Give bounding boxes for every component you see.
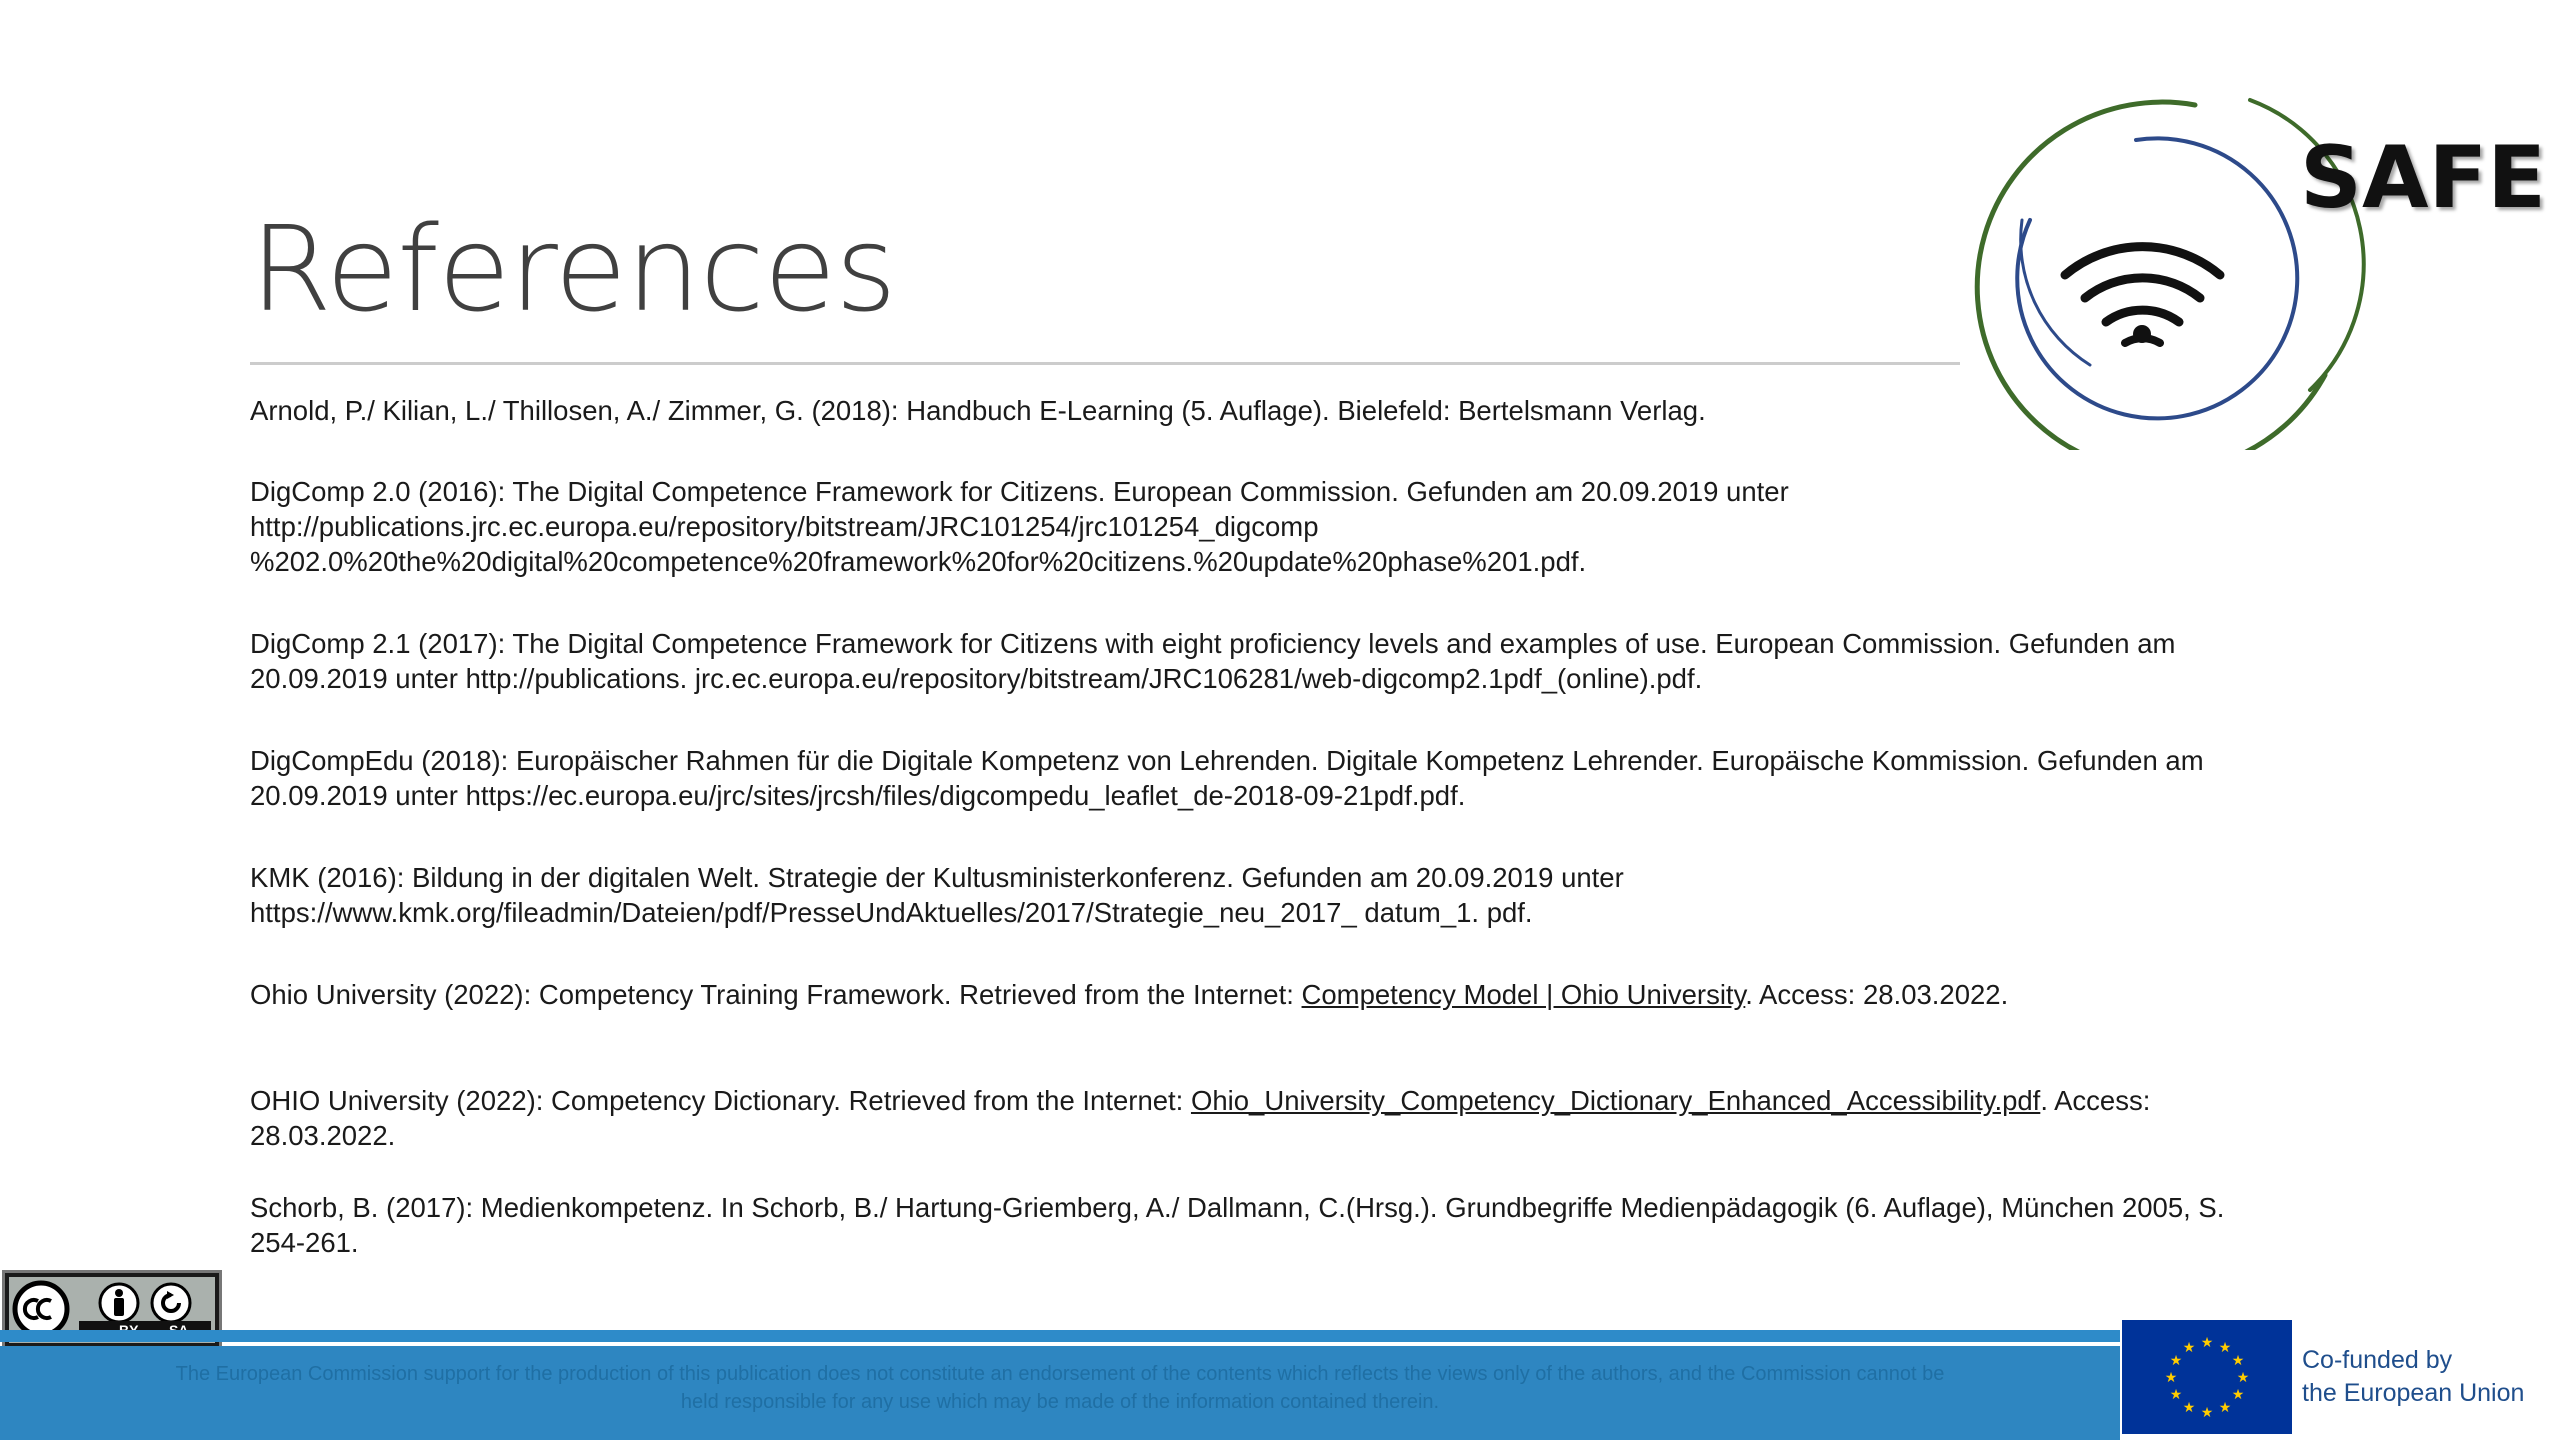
reference-item <box>250 474 2350 579</box>
reference-line <box>250 1083 2350 1118</box>
reference-item <box>250 860 2350 930</box>
svg-text:★: ★ <box>2231 1387 2245 1403</box>
reference-item <box>250 1190 2350 1260</box>
safe-logo <box>1950 60 2510 450</box>
eu-cofunded-line: Co-funded by <box>2302 1346 2453 1374</box>
competency-dictionary-link[interactable]: Ohio_University_Competency_Dictionary_Enhanced_Accessibility.pdf <box>1190 1085 2041 1116</box>
logo-text: SAFE <box>2300 128 2546 228</box>
reference-list <box>250 393 2350 1260</box>
reference-item <box>250 977 2350 1012</box>
svg-text:★: ★ <box>2218 1340 2232 1356</box>
svg-text:★: ★ <box>2218 1400 2232 1416</box>
svg-text:★: ★ <box>2200 1335 2214 1351</box>
svg-text:★: ★ <box>2231 1353 2245 1369</box>
reference-line: DigComp 2.1 (2017): The Digital Competence Framework for Citizens with eight proficiency levels and examples of use. European Commission. Gefunden am <box>250 628 2176 659</box>
reference-item <box>250 1083 2350 1153</box>
svg-text:★: ★ <box>2182 1400 2196 1416</box>
reference-line: 20.09.2019 unter http://publications. jrc.ec.europa.eu/repository/bitstream/JRC106281/web-digcomp2.1pdf_(online).pdf. <box>250 663 1703 694</box>
svg-text:★: ★ <box>2164 1370 2178 1386</box>
reference-line: 20.09.2019 unter https://ec.europa.eu/jrc/sites/jrcsh/files/digcompedu_leaflet_de-2018-09-21pdf.pdf. <box>250 780 1466 811</box>
reference-line: 254-261. <box>250 1227 359 1258</box>
reference-text: . Access: 28.03.2022. <box>1745 979 2009 1010</box>
wifi-icon <box>2065 247 2220 343</box>
reference-line: https://www.kmk.org/fileadmin/Dateien/pdf/PresseUndAktuelles/2017/Strategie_neu_2017_ datum_1. pdf. <box>250 897 1533 928</box>
svg-text:★: ★ <box>2169 1353 2183 1369</box>
eu-cofunded-label <box>2302 1344 2524 1410</box>
share-alike-icon <box>149 1281 193 1325</box>
reference-line: Arnold, P./ Kilian, L./ Thillosen, A./ Zimmer, G. (2018): Handbuch E-Learning (5. Auflage). Bielefeld: Bertelsmann Verlag. <box>250 395 1706 426</box>
disclaimer-line: The European Commission support for the production of this publication does not constitute an endorsement of the contents which reflects the views only of the authors, and the Commission cannot be <box>175 1363 1945 1385</box>
reference-text: . Access: <box>2040 1085 2151 1116</box>
reference-line: Schorb, B. (2017): Medienkompetenz. In Schorb, B./ Hartung-Griemberg, A./ Dallmann, C.(Hrsg.). Grundbegriffe Medienpädagogik (6. Auflage), München 2005, S. <box>250 1192 2225 1223</box>
reference-line: DigComp 2.0 (2016): The Digital Competence Framework for Citizens. European Commission. Gefunden am 20.09.2019 unter <box>250 476 1789 507</box>
reference-line: KMK (2016): Bildung in der digitalen Welt. Strategie der Kultusministerkonferenz. Gefunden am 20.09.2019 unter <box>250 862 1624 893</box>
reference-text: OHIO University (2022): Competency Dictionary. Retrieved from the Internet: <box>250 1085 1191 1116</box>
reference-line: %202.0%20the%20digital%20competence%20framework%20for%20citizens.%20update%20phase%201.pdf. <box>250 546 1587 577</box>
reference-line: http://publications.jrc.ec.europa.eu/repository/bitstream/JRC101254/jrc101254_digcomp <box>250 511 1319 542</box>
svg-text:★: ★ <box>2236 1370 2250 1386</box>
eu-cofunded-line: the European Union <box>2302 1379 2525 1407</box>
svg-text:★: ★ <box>2182 1340 2196 1356</box>
page-title: References <box>250 200 896 338</box>
reference-line <box>250 977 2350 1012</box>
attribution-icon <box>97 1281 141 1325</box>
reference-line: 28.03.2022. <box>250 1120 396 1151</box>
footer-accent-line <box>0 1330 2122 1342</box>
competency-model-link[interactable]: Competency Model | Ohio University <box>1301 979 1746 1010</box>
disclaimer-line: held responsible for any use which may be made of the information contained therein. <box>680 1391 1440 1413</box>
svg-text:★: ★ <box>2169 1387 2183 1403</box>
title-divider <box>250 362 1960 365</box>
eu-disclaimer <box>40 1360 2080 1416</box>
reference-text: Ohio University (2022): Competency Training Framework. Retrieved from the Internet: <box>250 979 1302 1010</box>
eu-flag-icon <box>2122 1320 2292 1434</box>
svg-text:★: ★ <box>2200 1405 2214 1421</box>
reference-line: DigCompEdu (2018): Europäischer Rahmen für die Digitale Kompetenz von Lehrenden. Digitale Kompetenz Lehrender. Europäische Kommission. Gefunden am <box>250 745 2204 776</box>
reference-item <box>250 743 2350 813</box>
reference-item <box>250 393 2350 428</box>
reference-item <box>250 626 2350 696</box>
footer-bar <box>0 1346 2122 1440</box>
